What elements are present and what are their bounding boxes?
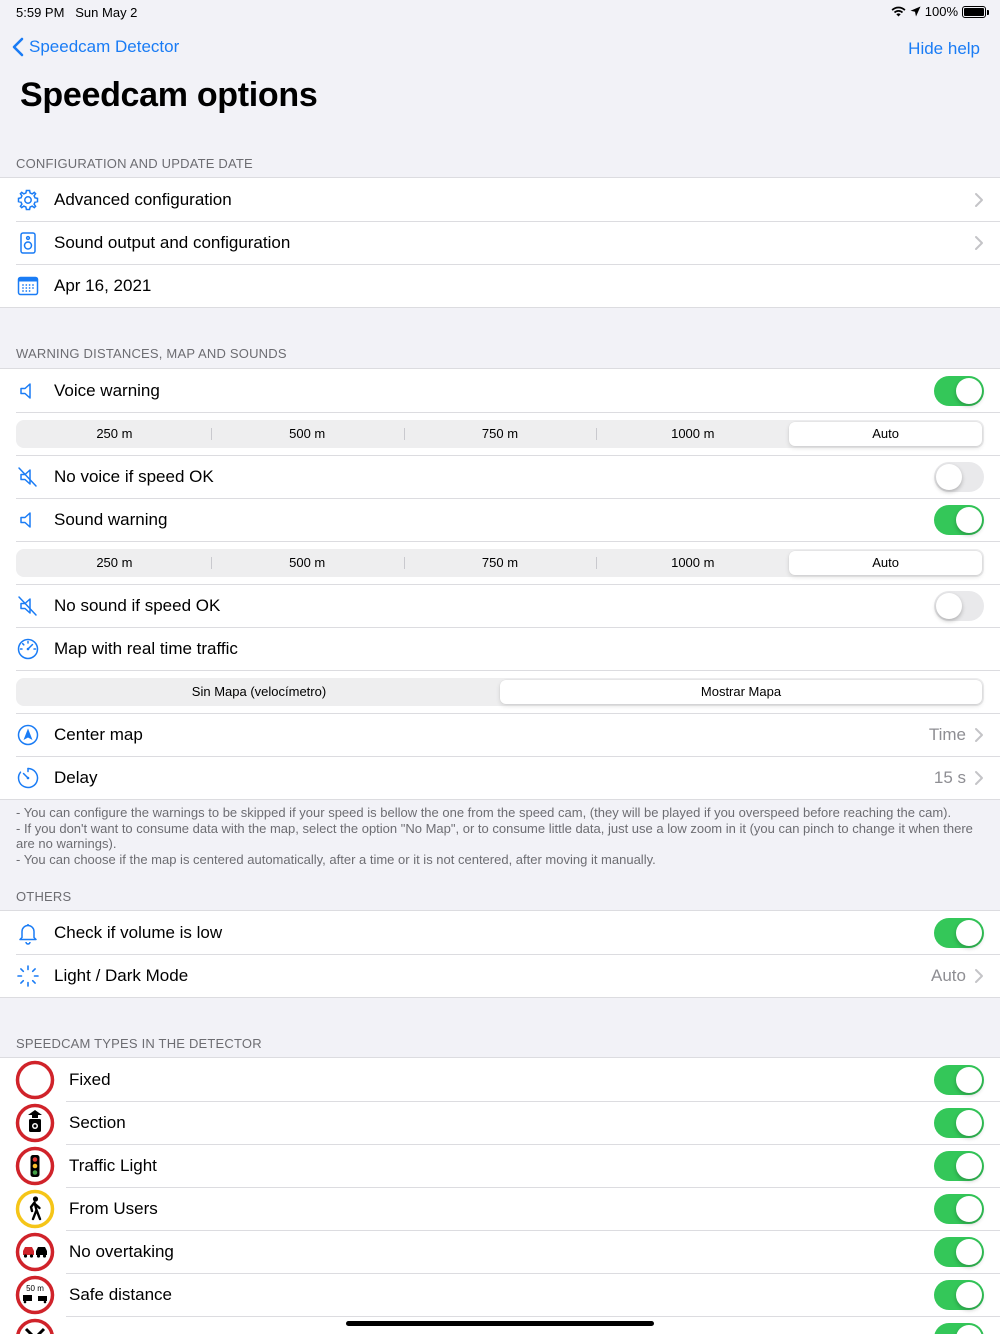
status-indicators xyxy=(891,4,986,19)
speaker-icon xyxy=(16,508,40,532)
battery-percent: 100% xyxy=(924,4,958,19)
type-row-section xyxy=(0,1101,1000,1144)
map-mode-row xyxy=(0,670,1000,713)
chevron-right-icon xyxy=(974,235,984,251)
map-mode-show-map[interactable]: Mostrar Mapa xyxy=(500,680,982,704)
advanced-configuration-label: Advanced configuration xyxy=(54,189,232,209)
wifi-icon xyxy=(891,6,906,17)
sound-distance-auto[interactable]: Auto xyxy=(789,551,982,575)
sound-warning-label: Sound warning xyxy=(54,509,168,529)
delay-row[interactable] xyxy=(0,756,1000,799)
check-volume-row xyxy=(0,911,1000,954)
map-traffic-row xyxy=(0,627,1000,670)
sign-text: 50 m xyxy=(26,1283,44,1293)
center-map-label: Center map xyxy=(54,724,143,744)
chevron-right-icon xyxy=(974,192,984,208)
sound-distance-250[interactable]: 250 m xyxy=(96,555,133,570)
sound-distance-750[interactable]: 750 m xyxy=(404,551,597,575)
gear-icon xyxy=(16,188,40,212)
map-mode-selector xyxy=(16,678,984,706)
warning-group xyxy=(0,368,1000,800)
type-row-from-users xyxy=(0,1187,1000,1230)
navigation-arrow-icon xyxy=(16,723,40,747)
no-voice-toggle[interactable] xyxy=(934,462,984,492)
check-volume-label: Check if volume is low xyxy=(54,922,223,942)
type-label: From Users xyxy=(69,1198,158,1218)
chevron-left-icon xyxy=(12,37,24,57)
dark-mode-label: Light / Dark Mode xyxy=(54,965,189,985)
speedometer-icon xyxy=(16,637,40,661)
center-map-value: Time xyxy=(928,724,966,744)
section-header-others: OTHERS xyxy=(16,889,72,904)
location-arrow-icon xyxy=(910,6,921,17)
dark-mode-value: Auto xyxy=(931,965,966,985)
sound-output-label: Sound output and configuration xyxy=(54,232,291,252)
brightness-icon xyxy=(16,964,40,988)
sound-output-row[interactable] xyxy=(0,221,1000,264)
type-label: Safe distance xyxy=(69,1284,173,1304)
type-toggle-partial[interactable] xyxy=(934,1323,984,1334)
type-row-traffic-light xyxy=(0,1144,1000,1187)
sound-warning-toggle[interactable] xyxy=(934,505,984,535)
advanced-configuration-row[interactable] xyxy=(0,178,1000,221)
fixed-speedcam-icon xyxy=(15,1060,55,1100)
hide-help-button[interactable]: Hide help xyxy=(908,39,980,58)
type-row-no-overtaking xyxy=(0,1230,1000,1273)
type-toggle-safe-distance[interactable] xyxy=(934,1280,984,1310)
sound-distance-selector xyxy=(16,549,984,577)
no-sound-toggle[interactable] xyxy=(934,591,984,621)
partial-sign-icon xyxy=(15,1318,55,1334)
type-label: Fixed xyxy=(69,1069,111,1089)
voice-warning-toggle[interactable] xyxy=(934,376,984,406)
chevron-right-icon xyxy=(974,727,984,743)
update-date-row xyxy=(0,264,1000,307)
voice-distance-auto[interactable]: Auto xyxy=(789,422,982,446)
calendar-icon xyxy=(16,274,40,298)
voice-distance-500[interactable]: 500 m xyxy=(211,422,404,446)
voice-distance-selector xyxy=(16,420,984,448)
timer-icon xyxy=(16,766,40,790)
voice-distance-250[interactable]: 250 m xyxy=(96,426,133,441)
no-voice-row xyxy=(0,455,1000,498)
section-header-warning: WARNING DISTANCES, MAP AND SOUNDS xyxy=(16,346,287,361)
sound-warning-row xyxy=(0,498,1000,541)
page-title: Speedcam options xyxy=(20,76,318,114)
chevron-right-icon xyxy=(974,968,984,984)
others-group xyxy=(0,910,1000,998)
voice-warning-row xyxy=(0,369,1000,412)
type-label: Section xyxy=(69,1112,126,1132)
status-time: 5:59 PM Sun May 2 xyxy=(16,5,138,20)
dark-mode-row[interactable] xyxy=(0,954,1000,997)
check-volume-toggle[interactable] xyxy=(934,918,984,948)
update-date-label: Apr 16, 2021 xyxy=(54,275,152,295)
sound-distance-1000[interactable]: 1000 m xyxy=(596,551,789,575)
type-toggle-fixed[interactable] xyxy=(934,1065,984,1095)
voice-distance-750[interactable]: 750 m xyxy=(404,422,597,446)
type-toggle-traffic-light[interactable] xyxy=(934,1151,984,1181)
battery-icon xyxy=(962,6,986,18)
map-mode-no-map[interactable]: Sin Mapa (velocímetro) xyxy=(191,684,327,699)
help-line: - You can choose if the map is centered automatically, after a time or it is not centered, after moving it manually. xyxy=(16,851,656,867)
sound-distance-500[interactable]: 500 m xyxy=(211,551,404,575)
status-bar xyxy=(0,0,1000,24)
delay-value: 15 s xyxy=(933,767,966,787)
config-group xyxy=(0,177,1000,308)
help-line: - If you don't want to consume data with the map, select the option "No Map", or to consume little data, just use a low zoom in it (you can pinch to change it when there are no warnings). xyxy=(16,820,973,851)
section-speedcam-icon xyxy=(15,1103,55,1143)
speaker-icon xyxy=(16,379,40,403)
no-voice-label: No voice if speed OK xyxy=(54,466,214,486)
voice-distance-row xyxy=(0,412,1000,455)
traffic-light-icon xyxy=(15,1146,55,1186)
bell-icon xyxy=(16,921,40,945)
section-header-types: SPEEDCAM TYPES IN THE DETECTOR xyxy=(16,1036,262,1051)
back-label: Speedcam Detector xyxy=(29,37,180,56)
speaker-device-icon xyxy=(16,231,40,255)
help-line: - You can configure the warnings to be skipped if your speed is bellow the one from the speed cam, (they will be played if you overspeed before reaching the cam). xyxy=(16,805,952,820)
sound-distance-row xyxy=(0,541,1000,584)
no-sound-row xyxy=(0,584,1000,627)
help-text xyxy=(16,805,986,867)
voice-warning-label: Voice warning xyxy=(54,380,160,400)
map-traffic-label: Map with real time traffic xyxy=(54,638,238,658)
back-button[interactable] xyxy=(12,37,179,57)
type-label: No overtaking xyxy=(69,1241,174,1261)
type-label: Traffic Light xyxy=(69,1155,157,1175)
speaker-muted-icon xyxy=(16,594,40,618)
section-header-config: CONFIGURATION AND UPDATE DATE xyxy=(16,156,253,171)
type-toggle-from-users[interactable] xyxy=(934,1194,984,1224)
no-overtaking-icon xyxy=(15,1232,55,1272)
type-row-fixed xyxy=(0,1058,1000,1101)
type-row-safe-distance xyxy=(0,1273,1000,1316)
type-toggle-no-overtaking[interactable] xyxy=(934,1237,984,1267)
type-toggle-section[interactable] xyxy=(934,1108,984,1138)
voice-distance-1000[interactable]: 1000 m xyxy=(596,422,789,446)
center-map-row[interactable] xyxy=(0,713,1000,756)
safe-distance-icon xyxy=(15,1275,55,1315)
types-group xyxy=(0,1057,1000,1334)
delay-label: Delay xyxy=(54,767,98,787)
no-sound-label: No sound if speed OK xyxy=(54,595,221,615)
speaker-muted-icon xyxy=(16,465,40,489)
pedestrian-icon xyxy=(15,1189,55,1229)
chevron-right-icon xyxy=(974,770,984,786)
home-indicator xyxy=(346,1321,654,1326)
